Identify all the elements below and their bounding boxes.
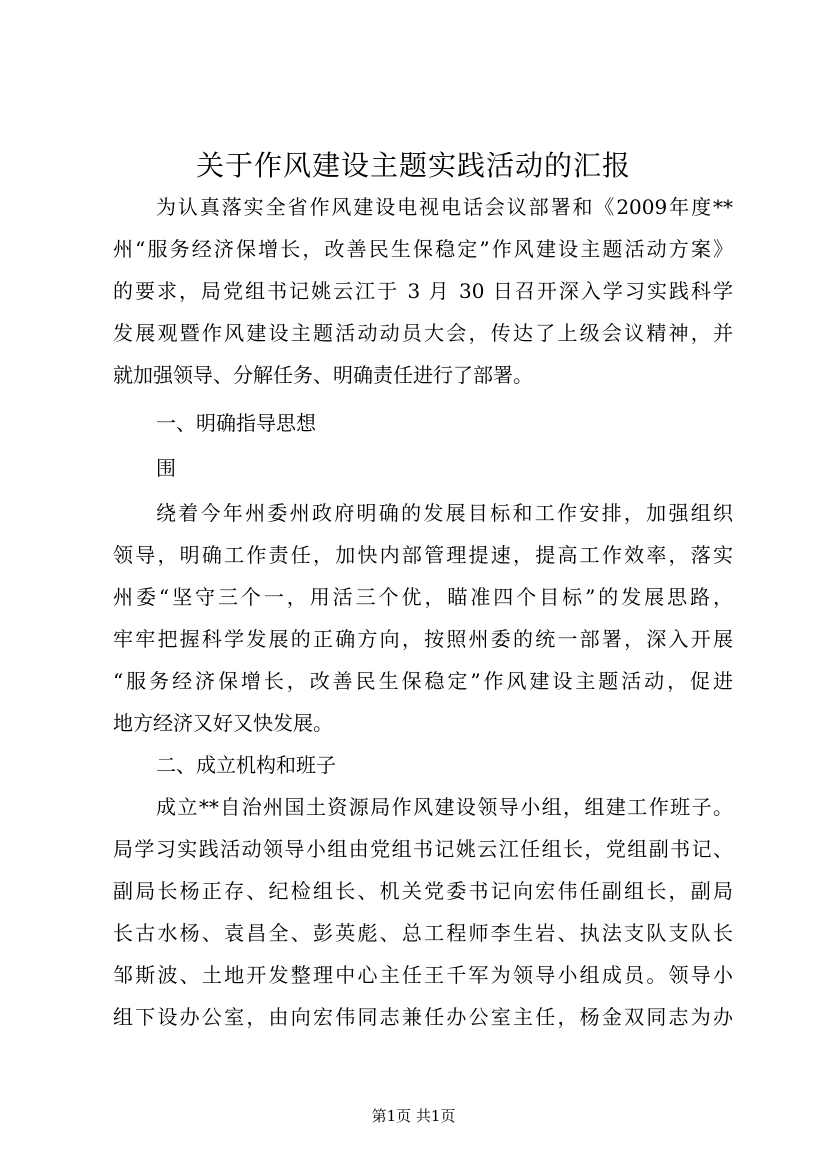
- paragraph-line: 发展观暨作风建设主题活动动员大会，传达了上级会议精神，并: [113, 321, 733, 345]
- paragraph-line: 围: [156, 456, 176, 480]
- page-number-footer: 第1页 共1页: [371, 1107, 456, 1125]
- paragraph-line: 牢牢把握科学发展的正确方向，按照州委的统一部署，深入开展: [113, 627, 733, 651]
- paragraph-line: 邹斯波、土地开发整理中心主任王千军为领导小组成员。领导小: [113, 963, 733, 987]
- paragraph-line: 为认真落实全省作风建设电视电话会议部署和《2009年度**: [156, 195, 733, 219]
- paragraph-line: 局学习实践活动领导小组由党组书记姚云江任组长，党组副书记、: [113, 837, 733, 861]
- section-heading: 二、成立机构和班子: [156, 753, 336, 777]
- section-heading: 一、明确指导思想: [156, 411, 316, 435]
- paragraph-line: 副局长杨正存、纪检组长、机关党委书记向宏伟任副组长，副局: [113, 879, 733, 903]
- paragraph-line: 绕着今年州委州政府明确的发展目标和工作安排，加强组织: [156, 501, 733, 525]
- paragraph-line: 长古水杨、袁昌全、彭英彪、总工程师李生岩、执法支队支队长: [113, 921, 733, 945]
- paragraph-line: 州委“坚守三个一，用活三个优，瞄准四个目标”的发展思路，: [113, 585, 733, 609]
- document-title: 关于作风建设主题实践活动的汇报: [195, 149, 631, 182]
- paragraph-line: 的要求，局党组书记姚云江于 3 月 30 日召开深入学习实践科学: [113, 279, 733, 303]
- paragraph-line: 州“服务经济保增长，改善民生保稳定”作风建设主题活动方案》: [113, 237, 733, 261]
- paragraph-line: 组下设办公室，由向宏伟同志兼任办公室主任，杨金双同志为办: [113, 1005, 733, 1029]
- paragraph-line: 就加强领导、分解任务、明确责任进行了部署。: [113, 363, 533, 387]
- paragraph-line: “服务经济保增长，改善民生保稳定”作风建设主题活动，促进: [113, 669, 733, 693]
- paragraph-line: 成立**自治州国土资源局作风建设领导小组，组建工作班子。: [156, 795, 733, 819]
- paragraph-line: 领导，明确工作责任，加快内部管理提速，提高工作效率，落实: [113, 543, 733, 567]
- paragraph-line: 地方经济又好又快发展。: [113, 711, 333, 735]
